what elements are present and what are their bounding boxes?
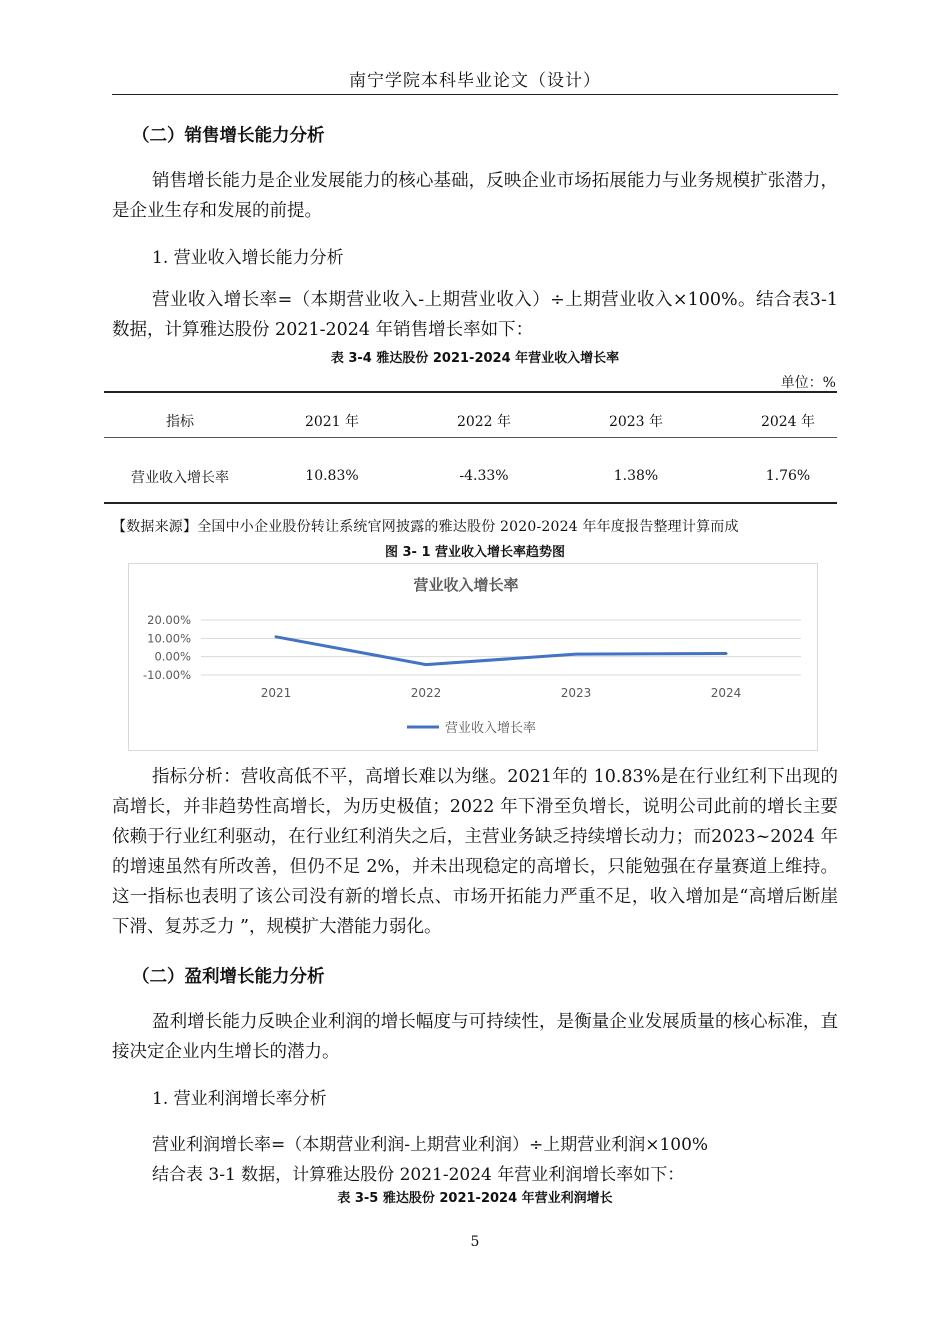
section-heading-profit: （二）盈利增长能力分析	[132, 967, 325, 987]
subheading-profit: 1. 营业利润增长率分析	[152, 1089, 327, 1109]
paragraph-revenue-formula: 营业收入增长率=（本期营业收入-上期营业收入）÷上期营业收入×100%。结合表3-1 数据，计算雅达股份 2021-2024 年销售增长率如下：	[112, 290, 838, 340]
table-header-cell: 2022 年	[456, 414, 512, 430]
y-tick-label: 20.00%	[147, 613, 191, 627]
chart-title: 营业收入增长率	[413, 576, 519, 594]
paragraph-sales-intro: 销售增长能力是企业发展能力的核心基础，反映企业市场拓展能力与业务规模扩张潜力，是企业生存和发展的前提。	[112, 171, 838, 221]
legend-label: 营业收入增长率	[445, 721, 537, 736]
table-value-cell: -4.33%	[459, 468, 509, 484]
header-rule	[112, 94, 838, 95]
series-line	[276, 637, 726, 665]
x-tick-label: 2021	[260, 686, 292, 700]
table-header-cell: 指标	[166, 414, 194, 430]
table-unit: 单位：%	[780, 375, 836, 391]
revenue-growth-chart	[128, 563, 818, 751]
chart-canvas	[129, 564, 817, 750]
table-caption-profit: 表 3-5 雅达股份 2021-2024 年营业利润增长	[337, 1191, 613, 1206]
x-tick-label: 2024	[710, 686, 742, 700]
table-value-cell: 10.83%	[305, 468, 359, 484]
table-header-cell: 2023 年	[608, 414, 664, 430]
y-tick-label: 10.00%	[147, 631, 191, 646]
profit-formula: 营业利润增长率=（本期营业利润-上期营业利润）÷上期营业利润×100%	[152, 1135, 709, 1155]
paragraph-profit-intro: 盈利增长能力反映企业利润的增长幅度与可持续性，是衡量企业发展质量的核心标准，直接决定企业内生增长的潜力。	[112, 1012, 838, 1062]
table-value-cell: 1.38%	[613, 468, 659, 484]
table-mid-rule	[104, 437, 837, 438]
table-caption-revenue: 表 3-4 雅达股份 2021-2024 年营业收入增长率	[330, 351, 620, 366]
y-tick-label: 0.00%	[154, 649, 191, 664]
table-bottom-rule	[104, 502, 837, 504]
x-tick-label: 2023	[560, 686, 592, 700]
profit-formula-follow: 结合表 3-1 数据，计算雅达股份 2021-2024 年营业利润增长率如下：	[152, 1165, 685, 1185]
table-top-rule	[104, 391, 837, 393]
section-heading-sales: （二）销售增长能力分析	[132, 126, 325, 146]
figure-caption-revenue: 图 3- 1 营业收入增长率趋势图	[384, 545, 566, 560]
paragraph-analysis: 指标分析：营收高低不平，高增长难以为继。2021年的 10.83%是在行业红利下出现的高增长，并非趋势性高增长，为历史极值；2022 年下滑至负增长，说明公司此前的增长主要依赖于行业红利驱动，在行业红利消失之后，主营业务缺乏持续增长动力；而2023~2024 年的增速虽然有所改善，但仍不足 2%，并未出现稳定的高增长，只能勉强在存量赛道上维持。这一指标也表明了该公司没有新的增长点、市场开拓能力严重不足，收入增加是“高增后断崖下滑、复苏乏力 ”，规模扩大潜能力弱化。	[112, 767, 838, 937]
table-value-cell: 1.76%	[765, 468, 811, 484]
page-number: 5	[470, 1234, 480, 1250]
page-header: 南宁学院本科毕业论文（设计）	[349, 71, 601, 91]
x-tick-label: 2022	[410, 686, 442, 700]
table-header-cell: 2021 年	[304, 414, 360, 430]
subheading-revenue: 1. 营业收入增长能力分析	[152, 248, 344, 268]
table-row-label: 营业收入增长率	[131, 470, 229, 486]
table-header-cell: 2024 年	[760, 414, 816, 430]
y-tick-label: -10.00%	[143, 668, 191, 682]
table-source-note: 【数据来源】全国中小企业股份转让系统官网披露的雅达股份 2020-2024 年年度报告整理计算而成	[112, 519, 739, 535]
